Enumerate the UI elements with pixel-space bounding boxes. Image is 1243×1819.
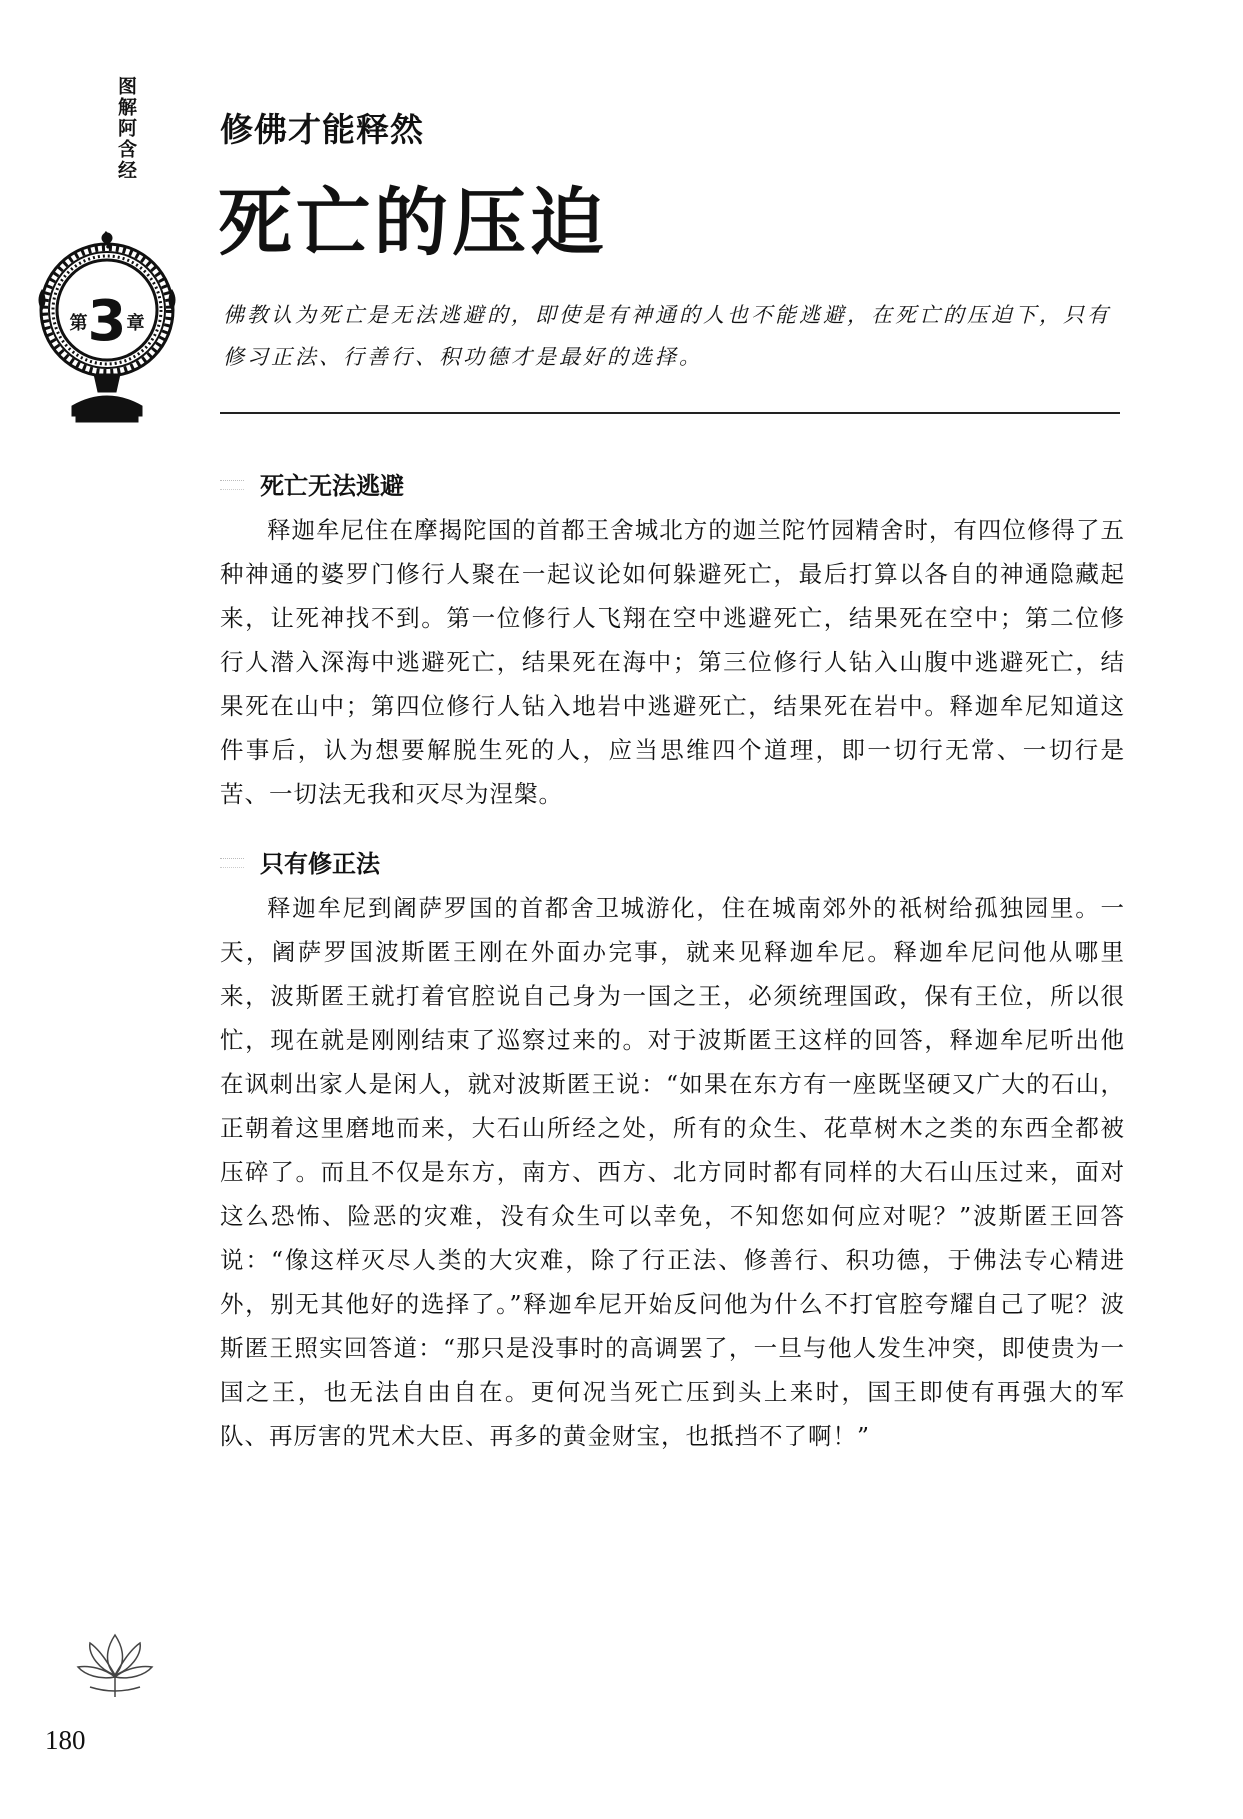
divider-line <box>220 412 1120 414</box>
intro-text: 佛教认为死亡是无法逃避的，即使是有神通的人也不能逃避，在死亡的压迫下，只有修习正法、行善行、积功德才是最好的选择。 <box>223 303 1111 369</box>
section-heading <box>260 848 1125 880</box>
chapter-emblem <box>32 210 182 440</box>
section-heading-text: 死亡无法逃避 <box>260 472 404 500</box>
page-subtitle: 修佛才能释然 <box>220 110 424 149</box>
chapter-prefix: 第 <box>69 313 88 334</box>
section-heading-text: 只有修正法 <box>260 850 380 878</box>
heading-ornament-icon <box>220 858 244 868</box>
section-paragraph: 释迦牟尼住在摩揭陀国的首都王舍城北方的迦兰陀竹园精舍时，有四位修得了五种神通的婆罗门修行人聚在一起议论如何躲避死亡，最后打算以各自的神通隐藏起来，让死神找不到。第一位修行人飞翔在空中逃避死亡，结果死在空中；第二位修行人潜入深海中逃避死亡，结果死在海中；第三位修行人钻入山腹中逃避死亡，结果死在山中；第四位修行人钻入地岩中逃避死亡，结果死在岩中。释迦牟尼知道这件事后，认为想要解脱生死的人，应当思维四个道理，即一切行无常、一切行是苦、一切法无我和灭尽为涅槃。 <box>220 516 1125 808</box>
chapter-label <box>32 289 182 354</box>
section-only-right-dharma <box>220 848 1125 1458</box>
section-death-unavoidable <box>220 470 1125 816</box>
chapter-suffix: 章 <box>126 313 145 334</box>
section-paragraph: 释迦牟尼到阇萨罗国的首都舍卫城游化，住在城南郊外的祇树给孤独园里。一天，阇萨罗国波斯匿王刚在外面办完事，就来见释迦牟尼。释迦牟尼问他从哪里来，波斯匿王就打着官腔说自己身为一国之王，必须统理国政，保有王位，所以很忙，现在就是刚刚结束了巡察过来的。对于波斯匿王这样的回答，释迦牟尼听出他在讽刺出家人是闲人，就对波斯匿王说：“如果在东方有一座既坚硬又广大的石山，正朝着这里磨地而来，大石山所经之处，所有的众生、花草树木之类的东西全都被压碎了。而且不仅是东方，南方、西方、北方同时都有同样的大石山压过来，面对这么恐怖、险恶的灾难，没有众生可以幸免，不知您如何应对呢？”波斯匿王回答说：“像这样灭尽人类的大灾难，除了行正法、修善行、积功德，于佛法专心精进外，别无其他好的选择了。”释迦牟尼开始反问他为什么不打官腔夸耀自己了呢？波斯匿王照实回答道：“那只是没事时的高调罢了，一旦与他人发生冲突，即使贵为一国之王，也无法自由自在。更何况当死亡压到头上来时，国王即使有再强大的军队、再厉害的咒术大臣、再多的黄金财宝，也抵挡不了啊！” <box>220 894 1125 1450</box>
lotus-flower-icon <box>70 1625 160 1705</box>
chapter-number: 3 <box>87 289 127 354</box>
page-number: 180 <box>45 1725 86 1755</box>
heading-ornament-icon <box>220 480 244 490</box>
page-title: 死亡的压迫 <box>218 180 608 266</box>
book-title-vertical: 图解阿含经 <box>115 76 137 181</box>
section-heading <box>260 470 1125 502</box>
